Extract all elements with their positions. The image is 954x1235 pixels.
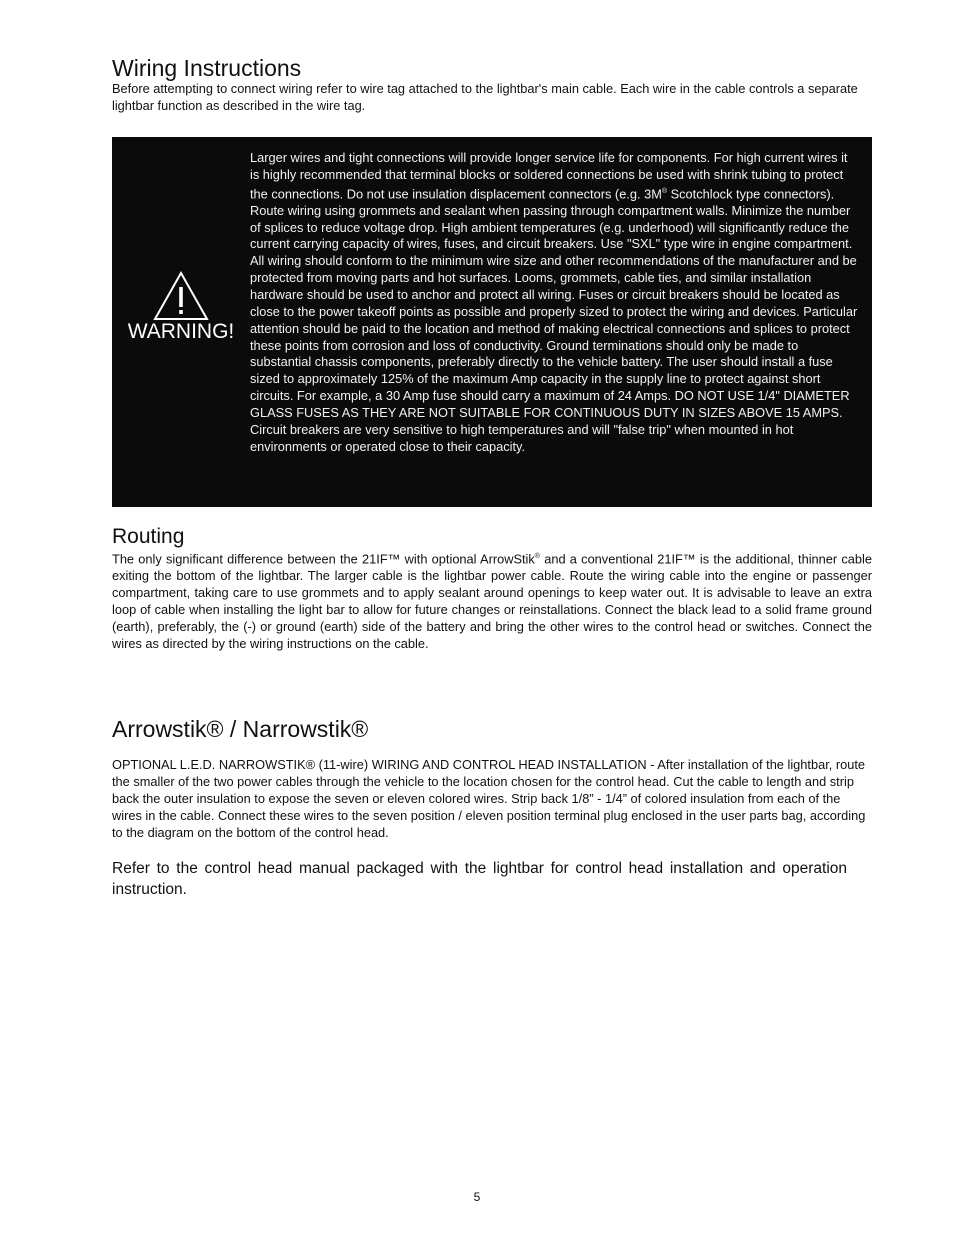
refer-paragraph: Refer to the control head manual packaged with the lightbar for control head installation and operation instruction. [112,860,847,898]
routing-text-part-1: The only significant difference between the 21IF™ with optional ArrowStik [112,551,535,567]
arrowstik-heading: Arrowstik® / Narrowstik® [112,716,369,742]
routing-paragraph [112,548,872,652]
narrowstik-paragraph: OPTIONAL L.E.D. NARROWSTIK® (11-wire) WIRING AND CONTROL HEAD INSTALLATION - After installation of the lightbar, route the smaller of the two power cables through the vehicle to the location chosen for the control head. Cut the cable to length and strip back the outer insulation to expose the seven or eleven colored wires. Strip back 1/8” - 1/4” of colored insulation from each of the wires in the cable. Connect these wires to the seven position / eleven position terminal plug enclosed in the user parts bag, according to the diagram on the bottom of the control head. [112,757,866,840]
warning-text-part-1: Larger wires and tight connections will provide longer service life for components. For high current wires it is highly recommended that terminal blocks or soldered connections be used with shrink tubing to protect the connections. Do not use insulation displacement connectors (e.g. 3M [250,150,848,201]
routing-text-part-2: and a conventional 21IF™ is the additional, thinner cable exiting the bottom of the lightbar. The larger cable is the lightbar power cable. Route the wiring cable into the engine or passenger compartment, taking care to use grommets and to apply sealant around openings to keep water out. It is advisable to leave an extra loop of cable when installing the light bar to allow for future changes or reinstallations. Connect the black lead to a solid frame ground (earth), preferably, the (-) or ground (earth) side of the battery and bring the other wires to the control head or switches. Connect the wires as directed by the wiring instructions on the cable. [112,551,872,652]
routing-heading: Routing [112,525,185,548]
page-number: 5 [473,1190,481,1204]
wiring-instructions-heading: Wiring Instructions [112,55,302,81]
warning-box [112,137,872,507]
warning-triangle-icon [152,270,210,322]
warning-badge [125,270,237,350]
wiring-intro-paragraph: Before attempting to connect wiring refer to wire tag attached to the lightbar's main cable. Each wire in the cable controls a separate lightbar function as described in the wire tag. [112,81,858,113]
warning-text [250,150,858,455]
warning-text-part-2: Scotchlock type connectors). Route wiring using grommets and sealant when passing through compartment walls. Minimize the number of splices to reduce voltage drop. High ambient temperatures (e.g. underhood) will significantly reduce the current carrying capacity of wires, fuses, and circuit breakers. Use "SXL" type wire in engine compartment. All wiring should conform to the minimum wire size and other recommendations of the manufacturer and be protected from moving parts and hot surfaces. Looms, grommets, cable ties, and similar installation hardware should be used to anchor and protect all wiring. Fuses or circuit breakers should be located as close to the power takeoff points as possible and properly sized to protect the wiring and devices. Particular attention should be paid to the location and method of making electrical connections and splices to protect these points from corrosion and loss of conductivity. Ground terminations should only be made to substantial chassis components, preferably directly to the vehicle battery. The user should install a fuse sized to approximately 125% of the maximum Amp capacity in the supply line to protect against short circuits. For example, a 30 Amp fuse should carry a maximum of 24 Amps. DO NOT USE 1/4" DIAMETER GLASS FUSES AS THEY ARE NOT SUITABLE FOR CONTINUOUS DUTY IN SIZES ABOVE 15 AMPS. Circuit breakers are very sensitive to high temperatures and will "false trip" when mounted in hot environments or operated close to their capacity. [250,185,858,454]
warning-label: WARNING! [127,320,235,343]
registered-mark: ® [534,553,540,560]
registered-mark: ® [661,187,668,195]
